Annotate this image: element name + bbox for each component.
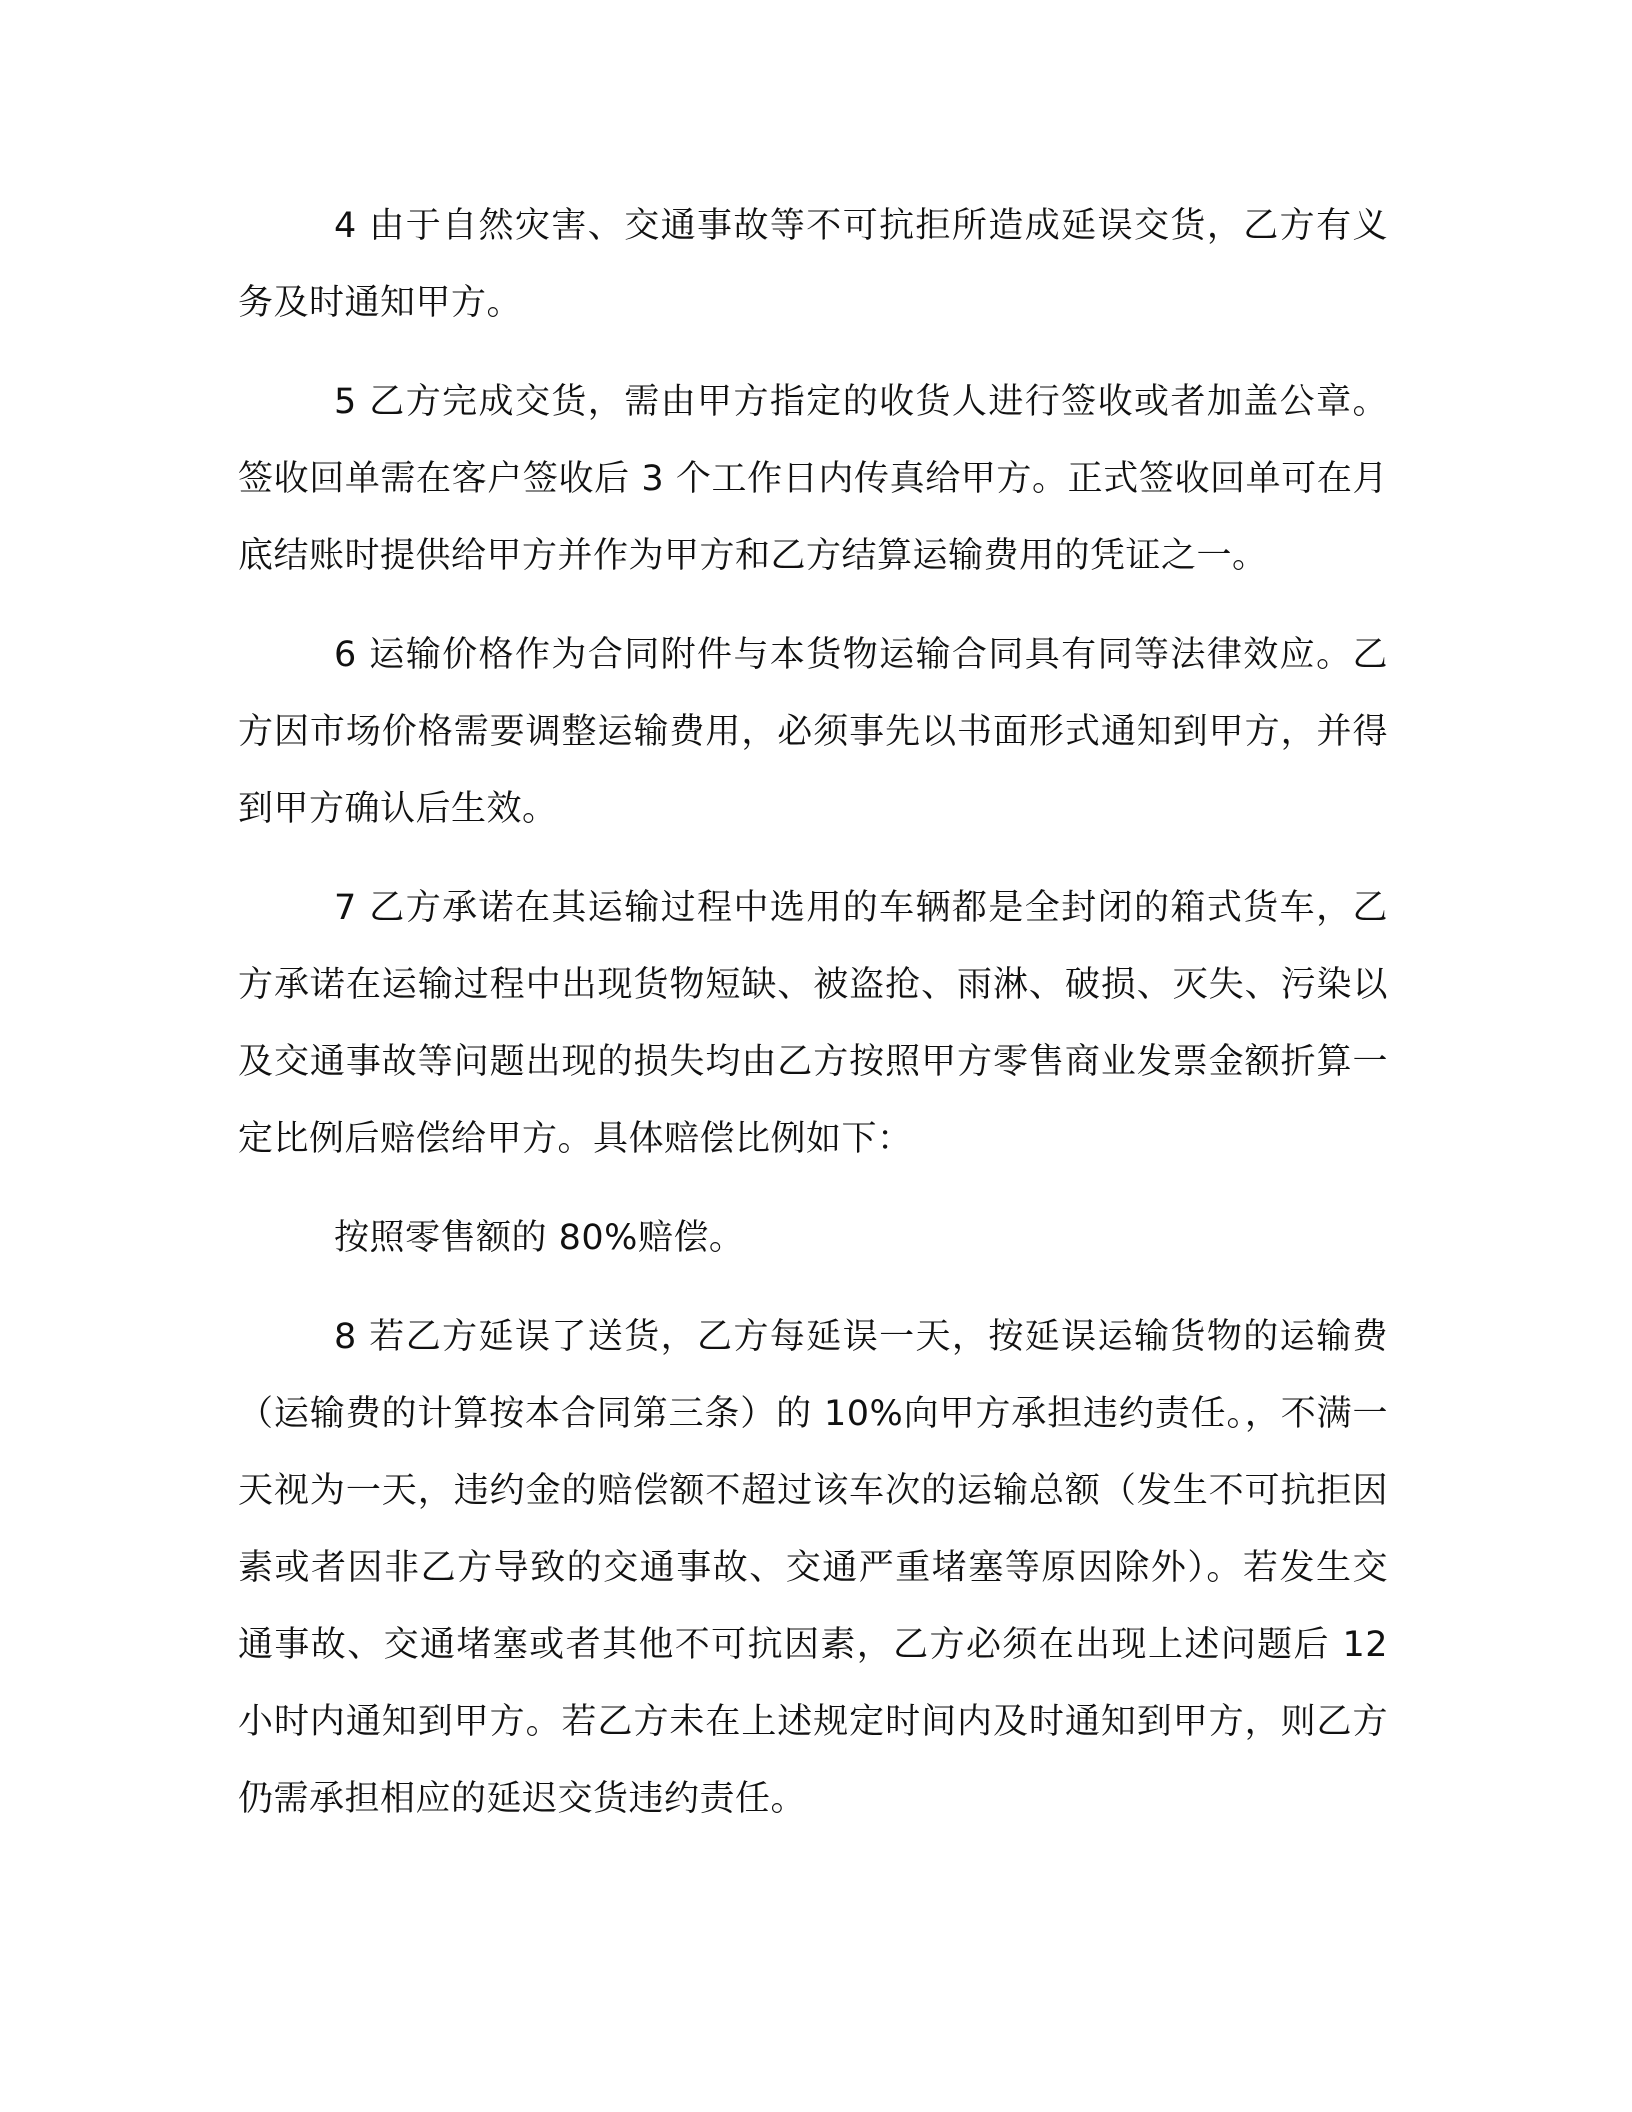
clause-5-paragraph: 5 乙方完成交货，需由甲方指定的收货人进行签收或者加盖公章。签收回单需在客户签收后 3 个工作日内传真给甲方。正式签收回单可在月底结账时提供给甲方并作为甲方和乙方结算运输费用的凭证之一。	[238, 382, 1388, 576]
clause-8-paragraph: 8 若乙方延误了送货，乙方每延误一天，按延误运输货物的运输费（运输费的计算按本合同第三条）的 10%向甲方承担违约责任。，不满一天视为一天，违约金的赔偿额不超过该车次的运输总额（发生不可抗拒因素或者因非乙方导致的交通事故、交通严重堵塞等原因除外）。若发生交通事故、交通堵塞或者其他不可抗因素，乙方必须在出现上述问题后 12 小时内通知到甲方。若乙方未在上述规定时间内及时通知到甲方，则乙方仍需承担相应的延迟交货违约责任。	[238, 1317, 1388, 1819]
clause-4-paragraph: 4 由于自然灾害、交通事故等不可抗拒所造成延误交货，乙方有义务及时通知甲方。	[238, 206, 1388, 323]
clause-7-paragraph: 7 乙方承诺在其运输过程中选用的车辆都是全封闭的箱式货车，乙方承诺在运输过程中出现货物短缺、被盗抢、雨淋、破损、灭失、污染以及交通事故等问题出现的损失均由乙方按照甲方零售商业发票金额折算一定比例后赔偿给甲方。具体赔偿比例如下：	[238, 888, 1388, 1159]
clause-6-paragraph: 6 运输价格作为合同附件与本货物运输合同具有同等法律效应。乙方因市场价格需要调整运输费用，必须事先以书面形式通知到甲方，并得到甲方确认后生效。	[238, 635, 1388, 829]
document-body	[238, 188, 1388, 1860]
compensation-ratio-paragraph: 按照零售额的 80%赔偿。	[334, 1218, 745, 1258]
